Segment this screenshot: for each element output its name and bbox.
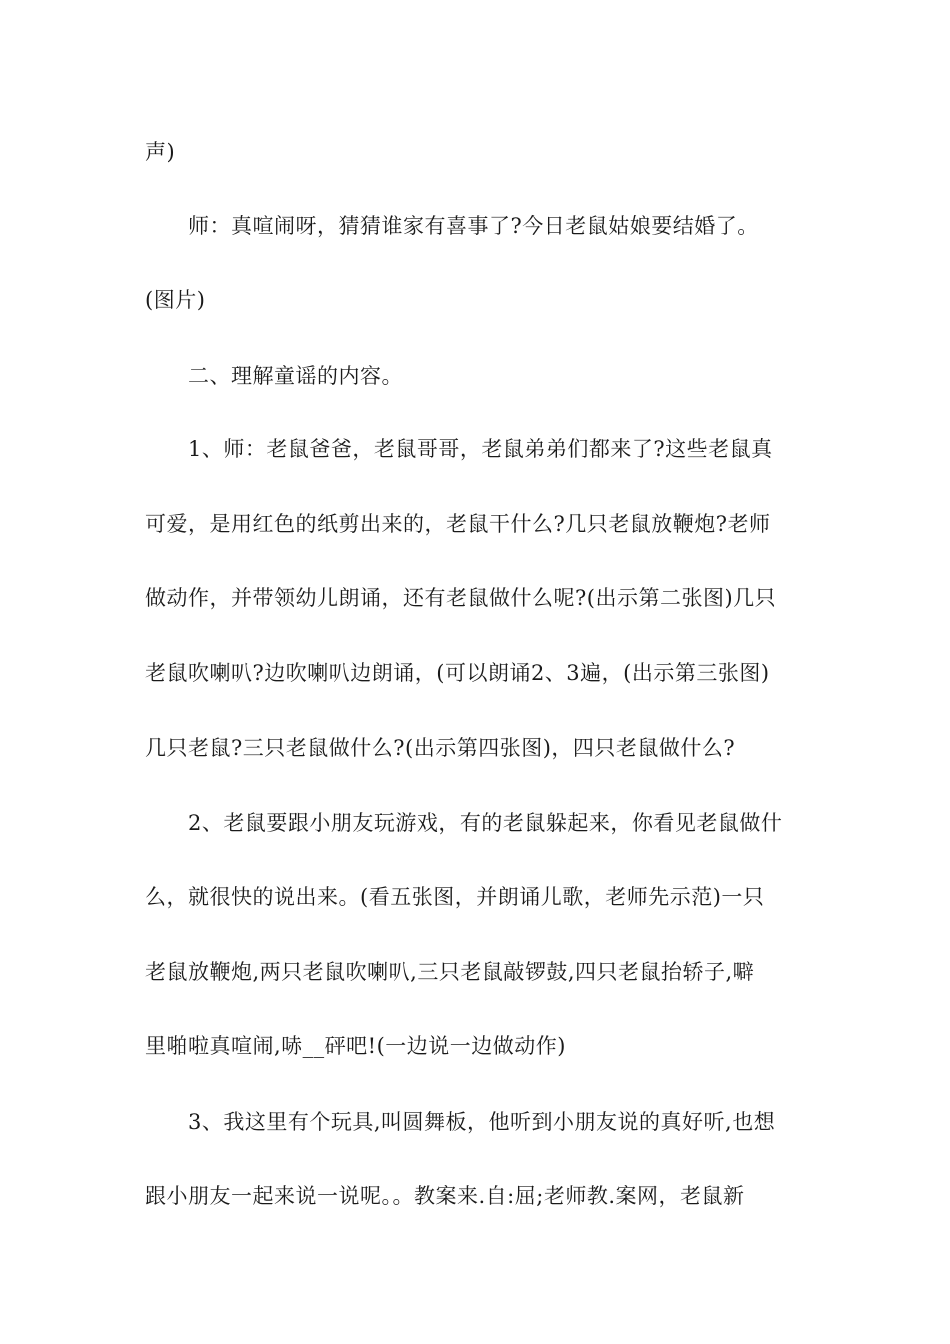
text-line: 么，就很快的说出来。(看五张图，并朗诵儿歌，老师先示范)一只 [145,885,765,909]
text-line: 1、师：老鼠爸爸，老鼠哥哥，老鼠弟弟们都来了?这些老鼠真 [188,437,773,461]
text-line: 师：真喧闹呀，猜猜谁家有喜事了?今日老鼠姑娘要结婚了。 [188,214,759,238]
text-line: 声) [145,140,176,164]
text-line: 里啪啦真喧闹,哧__砰吧!(一边说一边做动作) [145,1034,566,1058]
section-heading: 二、理解童谣的内容。 [188,364,403,388]
text-line: 老鼠吹喇叭?边吹喇叭边朗诵，(可以朗诵2、3遍，(出示第三张图) [145,661,770,685]
text-line: 跟小朋友一起来说一说呢。。教案来.自:屈;老师教.案网，老鼠新 [145,1184,745,1208]
text-line: 几只老鼠?三只老鼠做什么?(出示第四张图)，四只老鼠做什么? [145,736,736,760]
text-line: (图片) [145,288,206,312]
text-line: 2、老鼠要跟小朋友玩游戏，有的老鼠躲起来，你看见老鼠做什 [188,811,783,835]
text-line: 3、我这里有个玩具,叫圆舞板，他听到小朋友说的真好听,也想 [188,1110,776,1134]
text-line: 可爱，是用红色的纸剪出来的，老鼠干什么?几只老鼠放鞭炮?老师 [145,512,771,536]
text-line: 老鼠放鞭炮,两只老鼠吹喇叭,三只老鼠敲锣鼓,四只老鼠抬轿子,噼 [145,960,755,984]
text-line: 做动作，并带领幼儿朗诵，还有老鼠做什么呢?(出示第二张图)几只 [145,586,777,610]
